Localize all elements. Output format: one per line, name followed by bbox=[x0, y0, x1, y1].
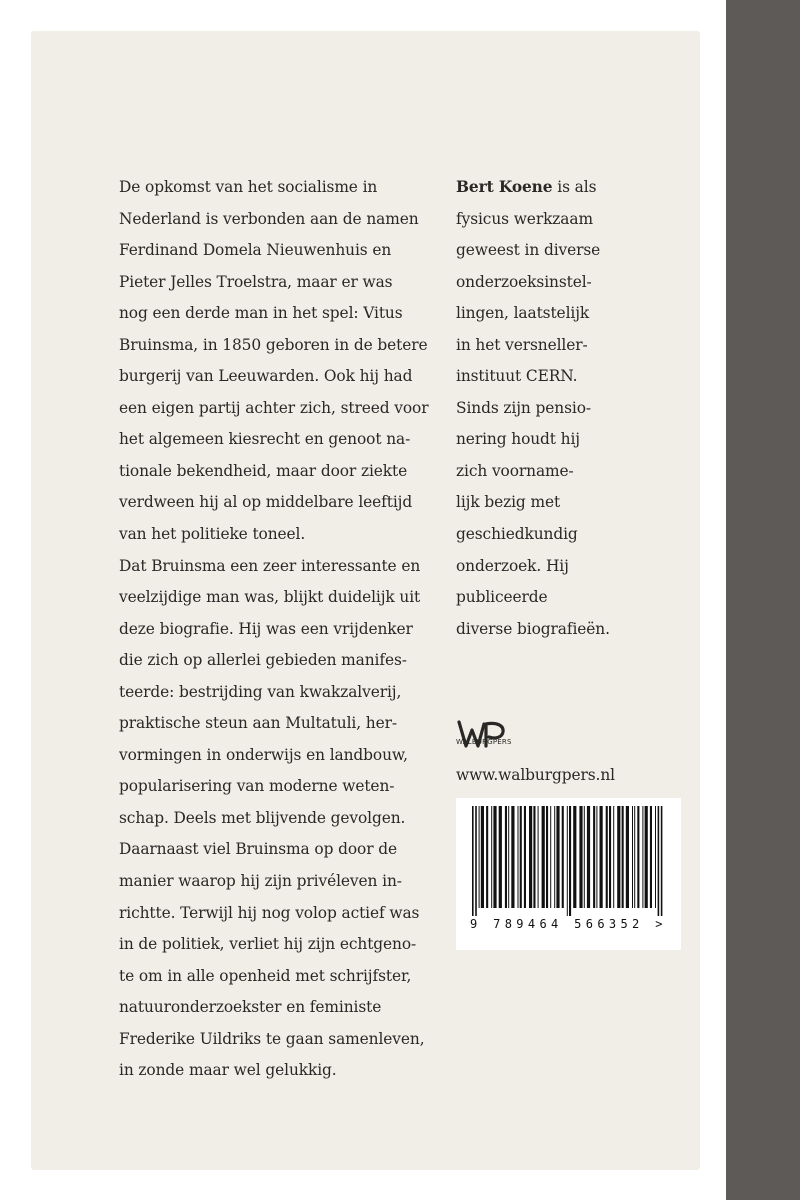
author-bio-line: in het versneller- bbox=[456, 335, 588, 354]
barcode-bar bbox=[533, 806, 535, 908]
barcode-bar bbox=[613, 806, 614, 908]
blurb-line: popularisering van moderne weten- bbox=[119, 777, 395, 796]
barcode-bar bbox=[486, 806, 488, 908]
blurb-line: praktische steun aan Multatuli, her- bbox=[119, 714, 397, 733]
blurb-text bbox=[119, 172, 449, 1087]
barcode-bar bbox=[518, 806, 519, 908]
barcode-bar bbox=[609, 806, 611, 908]
blurb-line: De opkomst van het socialisme in bbox=[119, 178, 378, 196]
barcode-bar bbox=[538, 806, 539, 908]
barcode-bar bbox=[567, 806, 568, 916]
barcode-bar bbox=[529, 806, 532, 908]
author-bio-first-line bbox=[456, 172, 656, 204]
blurb-line: van het politieke toneel. bbox=[119, 525, 306, 544]
author-bio-line: nering houdt hij bbox=[456, 430, 580, 449]
blurb-line: Ferdinand Domela Nieuwenhuis en bbox=[119, 241, 392, 260]
author-bio-line: publiceerde bbox=[456, 588, 548, 607]
blurb-line: een eigen partij achter zich, streed voor bbox=[119, 398, 429, 417]
blurb-line: deze biografie. Hij was een vrijdenker bbox=[119, 619, 413, 638]
author-bio-line: geschiedkundig bbox=[456, 525, 578, 544]
blurb-line: Bruinsma, in 1850 geboren in de betere bbox=[119, 335, 428, 354]
barcode-bar bbox=[499, 806, 502, 908]
barcode-bar bbox=[593, 806, 595, 908]
blurb-line: Nederland is verbonden aan de namen bbox=[119, 209, 419, 228]
blurb-line: veelzijdige man was, blijkt duidelijk uit bbox=[119, 588, 421, 607]
isbn-barcode bbox=[456, 798, 681, 950]
barcode-bar bbox=[556, 806, 559, 908]
author-bio bbox=[456, 172, 656, 645]
author-bio-line: Sinds zijn pensio- bbox=[456, 398, 591, 417]
barcode-bar bbox=[579, 806, 582, 908]
barcode-bar bbox=[606, 806, 608, 908]
blurb-line: Frederike Uildriks te gaan samenleven, bbox=[119, 1029, 425, 1048]
isbn-digits: 9 789464 566352 > bbox=[470, 917, 667, 931]
barcode-bar bbox=[584, 806, 585, 908]
barcode-bar bbox=[617, 806, 620, 908]
barcode-bar bbox=[569, 806, 571, 916]
barcode-bar bbox=[642, 806, 643, 908]
barcode-bar bbox=[645, 806, 648, 908]
author-bio-lines bbox=[456, 204, 656, 646]
blurb-line: verdween hij al op middelbare leeftijd bbox=[119, 493, 413, 512]
author-bio-line: geweest in diverse bbox=[456, 241, 601, 260]
barcode-bar bbox=[508, 806, 509, 908]
author-bio-line: zich voorname- bbox=[456, 461, 574, 480]
book-spine bbox=[726, 0, 800, 1200]
blurb-line: richtte. Terwijl hij nog volop actief was bbox=[119, 903, 420, 922]
author-bio-line: lijk bezig met bbox=[456, 493, 561, 512]
barcode-bar bbox=[475, 806, 477, 916]
barcode-bar bbox=[650, 806, 652, 908]
blurb-line: te om in alle openheid met schrijfster, bbox=[119, 966, 412, 985]
blurb-line: natuuronderzoekster en feministe bbox=[119, 998, 382, 1017]
blurb-line: in zonde maar wel gelukkig. bbox=[119, 1061, 337, 1080]
barcode-bar bbox=[479, 806, 480, 908]
blurb-line: Dat Bruinsma een zeer interessante en bbox=[119, 556, 421, 575]
barcode-bar bbox=[481, 806, 484, 908]
author-bio-line: onderzoek. Hij bbox=[456, 556, 569, 575]
blurb-line: vormingen in onderwijs en landbouw, bbox=[119, 745, 408, 764]
barcode-icon bbox=[456, 798, 681, 918]
publisher-logo-text: WALBURGPERS bbox=[456, 738, 512, 746]
author-bio-first-line-rest: is als bbox=[552, 178, 597, 196]
barcode-bar bbox=[632, 806, 633, 908]
walburgpers-logo-icon bbox=[456, 706, 536, 766]
barcode-bar bbox=[524, 806, 526, 908]
blurb-line: die zich op allerlei gebieden manifes- bbox=[119, 651, 407, 670]
barcode-bar bbox=[634, 806, 635, 908]
barcode-bar bbox=[546, 806, 548, 908]
barcode-bar bbox=[550, 806, 551, 908]
barcode-bar bbox=[554, 806, 555, 908]
blurb-line: Pieter Jelles Troelstra, maar er was bbox=[119, 272, 393, 291]
barcode-bar bbox=[622, 806, 624, 908]
barcode-bar bbox=[520, 806, 522, 908]
author-bio-line: onderzoeksinstel- bbox=[456, 272, 592, 291]
barcode-bar bbox=[587, 806, 590, 908]
publisher-website: www.walburgpers.nl bbox=[456, 766, 615, 784]
barcode-bar bbox=[493, 806, 496, 908]
author-bio-line: instituut CERN. bbox=[456, 367, 578, 386]
barcode-bar bbox=[600, 806, 603, 908]
barcode-bar bbox=[658, 806, 660, 916]
barcode-bar bbox=[661, 806, 663, 916]
author-bio-line: fysicus werkzaam bbox=[456, 209, 593, 228]
barcode-bar bbox=[542, 806, 545, 908]
barcode-bar bbox=[562, 806, 564, 908]
author-name: Bert Koene bbox=[456, 178, 553, 196]
barcode-bar bbox=[573, 806, 576, 908]
barcode-bar bbox=[472, 806, 474, 916]
barcode-bar bbox=[626, 806, 629, 908]
barcode-bar bbox=[511, 806, 514, 908]
blurb-line: teerde: bestrijding van kwakzalverij, bbox=[119, 682, 402, 701]
barcode-bar bbox=[491, 806, 492, 908]
barcode-bar bbox=[505, 806, 507, 908]
blurb-line: manier waarop hij zijn privéleven in- bbox=[119, 872, 402, 891]
barcode-bar bbox=[596, 806, 597, 908]
blurb-line: nog een derde man in het spel: Vitus bbox=[119, 304, 403, 323]
blurb-line: burgerij van Leeuwarden. Ook hij had bbox=[119, 367, 413, 386]
author-bio-line: lingen, laatstelijk bbox=[456, 304, 590, 323]
barcode-bar bbox=[637, 806, 639, 908]
blurb-line: tionale bekendheid, maar door ziekte bbox=[119, 461, 408, 480]
blurb-line: het algemeen kiesrecht en genoot na- bbox=[119, 430, 411, 449]
author-bio-line: diverse biografieën. bbox=[456, 619, 610, 638]
barcode-bar bbox=[655, 806, 656, 908]
blurb-line: Daarnaast viel Bruinsma op door de bbox=[119, 840, 398, 859]
blurb-line: schap. Deels met blijvende gevolgen. bbox=[119, 808, 406, 827]
blurb-line: in de politiek, verliet hij zijn echtgeno- bbox=[119, 935, 417, 954]
